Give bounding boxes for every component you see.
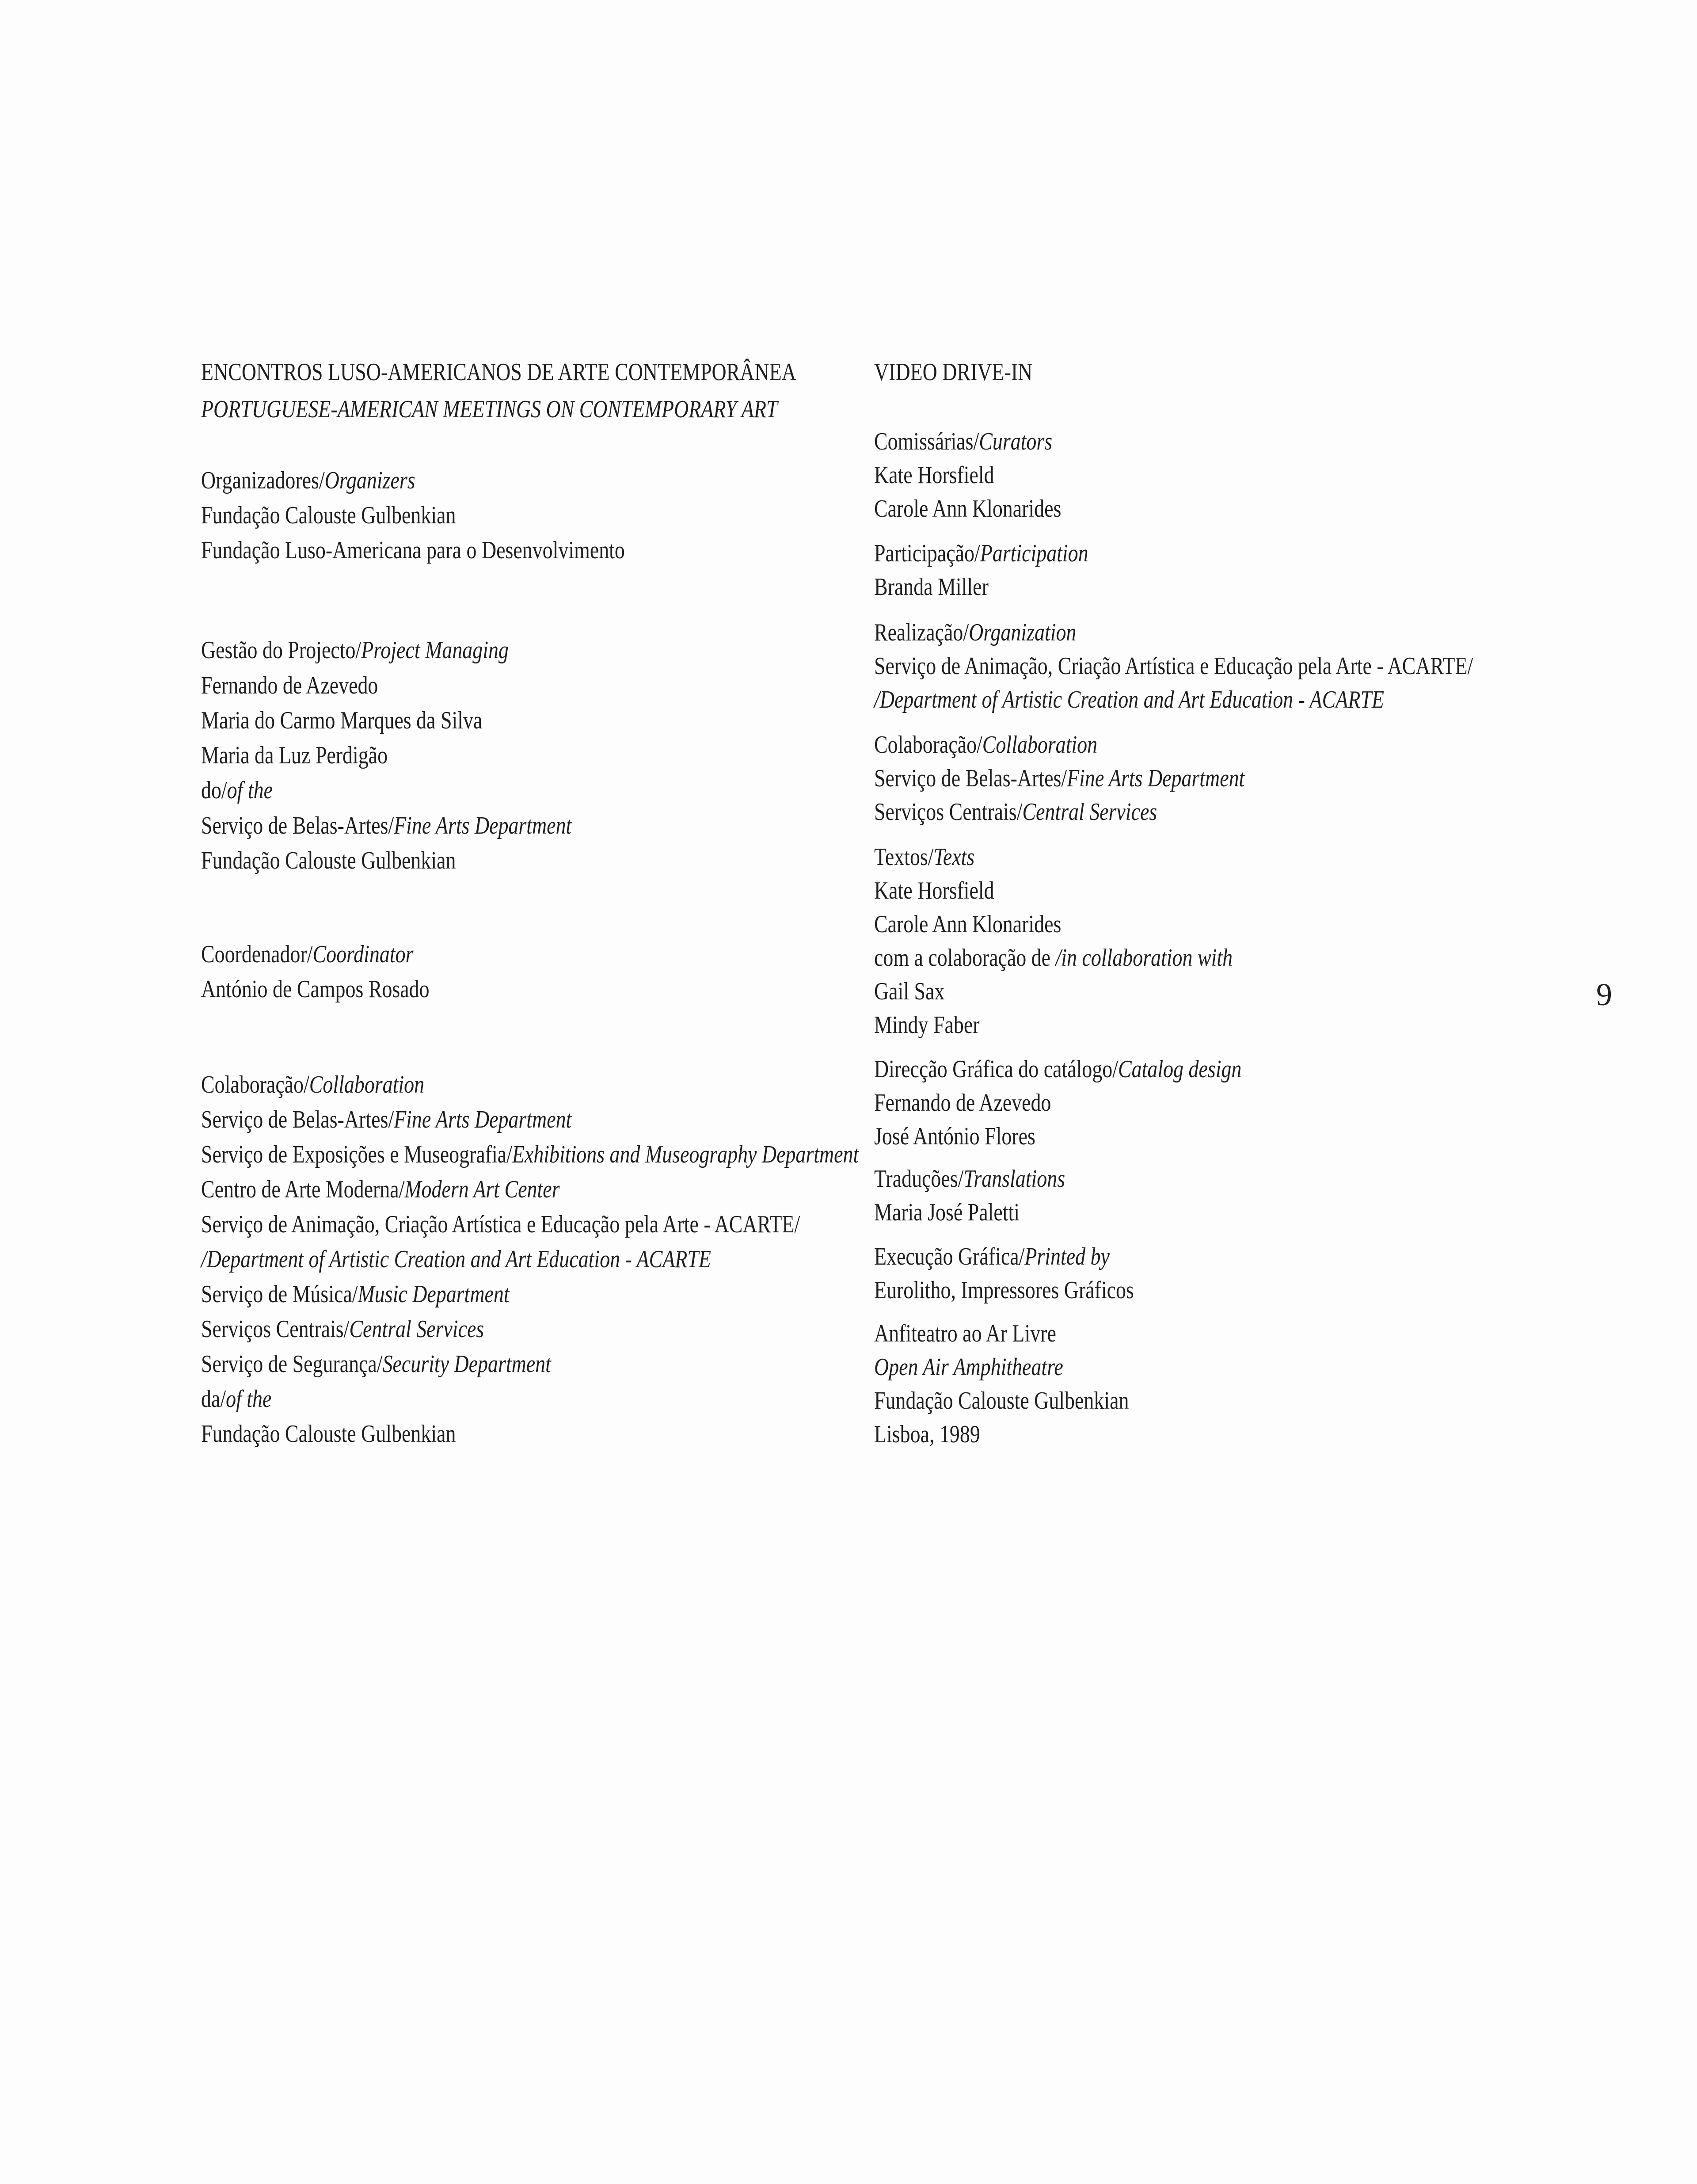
project-member: Fernando de Azevedo [201,672,378,699]
right-collab-fine-arts-pt: Serviço de Belas-Artes/ [874,765,1067,792]
organization-acarte-en: /Department of Artistic Creation and Art Education - ACARTE [874,686,1384,713]
collab-fine-arts [201,1102,571,1137]
project-dept-pt: Serviço de Belas-Artes/ [201,812,394,839]
curators-label-pt: Comissárias/ [874,428,979,455]
collab-acarte-en: /Department of Artistic Creation and Art Education - ACARTE [201,1246,711,1273]
collab-music-pt: Serviço de Música/ [201,1281,358,1308]
collab-modern-pt: Centro de Arte Moderna/ [201,1176,405,1203]
right-collab-fine-arts-en: Fine Arts Department [1067,765,1245,792]
printer-name: Eurolitho, Impressores Gráficos [874,1277,1134,1304]
page-number: 9 [1596,977,1612,1012]
collab-music-en: Music Department [358,1281,510,1308]
organizer-name: Fundação Luso-Americana para o Desenvolvimento [201,537,625,564]
collab-acarte: Serviço de Animação, Criação Artística e Educação pela Arte - ACARTE/ [201,1211,800,1238]
project-of-en: of the [227,777,273,804]
participation-heading [874,536,1088,571]
participation-label-en: Participation [980,540,1088,567]
participant-name: Branda Miller [874,573,989,601]
design-heading [874,1052,1241,1086]
collab-modern-art [201,1172,560,1207]
organization-acarte: Serviço de Animação, Criação Artística e Educação pela Arte - ACARTE/ [874,652,1473,680]
collab-music [201,1277,510,1311]
collab-exhibitions-pt: Serviço de Exposições e Museografia/ [201,1141,512,1168]
collaboration-heading [201,1067,424,1102]
right-collab-label-en: Collaboration [982,731,1098,758]
project-label-en: Project Managing [361,637,509,664]
collab-institution: Fundação Calouste Gulbenkian [201,1420,456,1448]
texts-with-en: /in collaboration with [1055,944,1233,972]
translations-label-en: Translations [963,1165,1065,1193]
texts-collaborator: Gail Sax [874,978,945,1005]
curator-name: Kate Horsfield [874,461,994,489]
collab-exhibitions [201,1137,859,1172]
translations-label-pt: Traduções/ [874,1165,964,1193]
project-label-pt: Gestão do Projecto/ [201,637,361,664]
design-label-en: Catalog design [1118,1056,1242,1083]
venue-institution: Fundação Calouste Gulbenkian [874,1387,1129,1414]
meetings-title: ENCONTROS LUSO-AMERICANOS DE ARTE CONTEMPORÂNEA [201,358,796,386]
organizers-label-pt: Organizadores/ [201,467,325,494]
organizer-name: Fundação Calouste Gulbenkian [201,502,456,529]
designer-name: José António Flores [874,1123,1035,1150]
collab-security-pt: Serviço de Segurança/ [201,1350,383,1378]
translator-name: Maria José Paletti [874,1199,1020,1226]
texts-label-pt: Textos/ [874,843,934,871]
venue-name-pt: Anfiteatro ao Ar Livre [874,1320,1056,1347]
printing-label-en: Printed by [1024,1243,1110,1270]
design-label-pt: Direcção Gráfica do catálogo/ [874,1056,1119,1083]
project-dept-en: Fine Arts Department [394,812,572,839]
venue-name-en: Open Air Amphitheatre [874,1353,1063,1381]
texts-author: Carole Ann Klonarides [874,911,1062,938]
project-member: Maria da Luz Perdigão [201,742,388,769]
coordinator-label-en: Coordinator [312,941,414,968]
project-institution: Fundação Calouste Gulbenkian [201,847,456,874]
printing-heading [874,1239,1110,1274]
organizers-heading [201,463,415,498]
project-member: Maria do Carmo Marques da Silva [201,707,483,734]
collab-of-line [201,1382,271,1416]
texts-collaborator: Mindy Faber [874,1011,980,1039]
collab-fine-arts-en: Fine Arts Department [394,1106,572,1133]
collab-security [201,1347,551,1381]
coordinator-name: António de Campos Rosado [201,976,430,1003]
organization-label-pt: Realização/ [874,619,969,646]
collab-of-pt: da/ [201,1385,226,1413]
collab-modern-en: Modern Art Center [404,1176,560,1203]
right-collab-central-en: Central Services [1022,798,1157,826]
coordinator-label-pt: Coordenador/ [201,941,313,968]
curator-name: Carole Ann Klonarides [874,495,1062,522]
collaboration-label-en: Collaboration [309,1071,425,1098]
video-drive-in-title: VIDEO DRIVE-IN [874,358,1033,386]
designer-name: Fernando de Azevedo [874,1089,1051,1117]
participation-label-pt: Participação/ [874,540,980,567]
place-date: Lisboa, 1989 [874,1421,980,1448]
collab-central [201,1312,484,1346]
organization-label-en: Organization [969,619,1077,646]
right-collab-central-pt: Serviços Centrais/ [874,798,1023,826]
collab-security-en: Security Department [382,1350,551,1378]
texts-label-en: Texts [933,843,975,871]
collab-central-en: Central Services [349,1315,484,1343]
right-collaboration-heading [874,728,1097,762]
texts-collaboration-line [874,941,1233,975]
right-collab-central [874,795,1157,829]
collab-exhibitions-en: Exhibitions and Museography Department [512,1141,859,1168]
right-collab-fine-arts [874,761,1244,796]
texts-heading [874,840,974,874]
collab-of-en: of the [226,1385,272,1413]
right-collab-label-pt: Colaboração/ [874,731,982,758]
collaboration-label-pt: Colaboração/ [201,1071,309,1098]
translations-heading [874,1162,1065,1196]
curators-heading [874,424,1052,459]
project-heading [201,633,509,667]
texts-with-pt: com a colaboração de [874,944,1056,972]
collab-fine-arts-pt: Serviço de Belas-Artes/ [201,1106,394,1133]
organization-heading [874,615,1076,650]
project-of-pt: do/ [201,777,227,804]
collab-central-pt: Serviços Centrais/ [201,1315,350,1343]
meetings-subtitle: PORTUGUESE-AMERICAN MEETINGS ON CONTEMPORARY ART [201,396,778,423]
project-of-line [201,773,273,808]
project-department [201,808,571,843]
organizers-label-en: Organizers [324,467,415,494]
printing-label-pt: Execução Gráfica/ [874,1243,1025,1270]
texts-author: Kate Horsfield [874,877,994,904]
curators-label-en: Curators [979,428,1053,455]
coordinator-heading [201,937,413,972]
